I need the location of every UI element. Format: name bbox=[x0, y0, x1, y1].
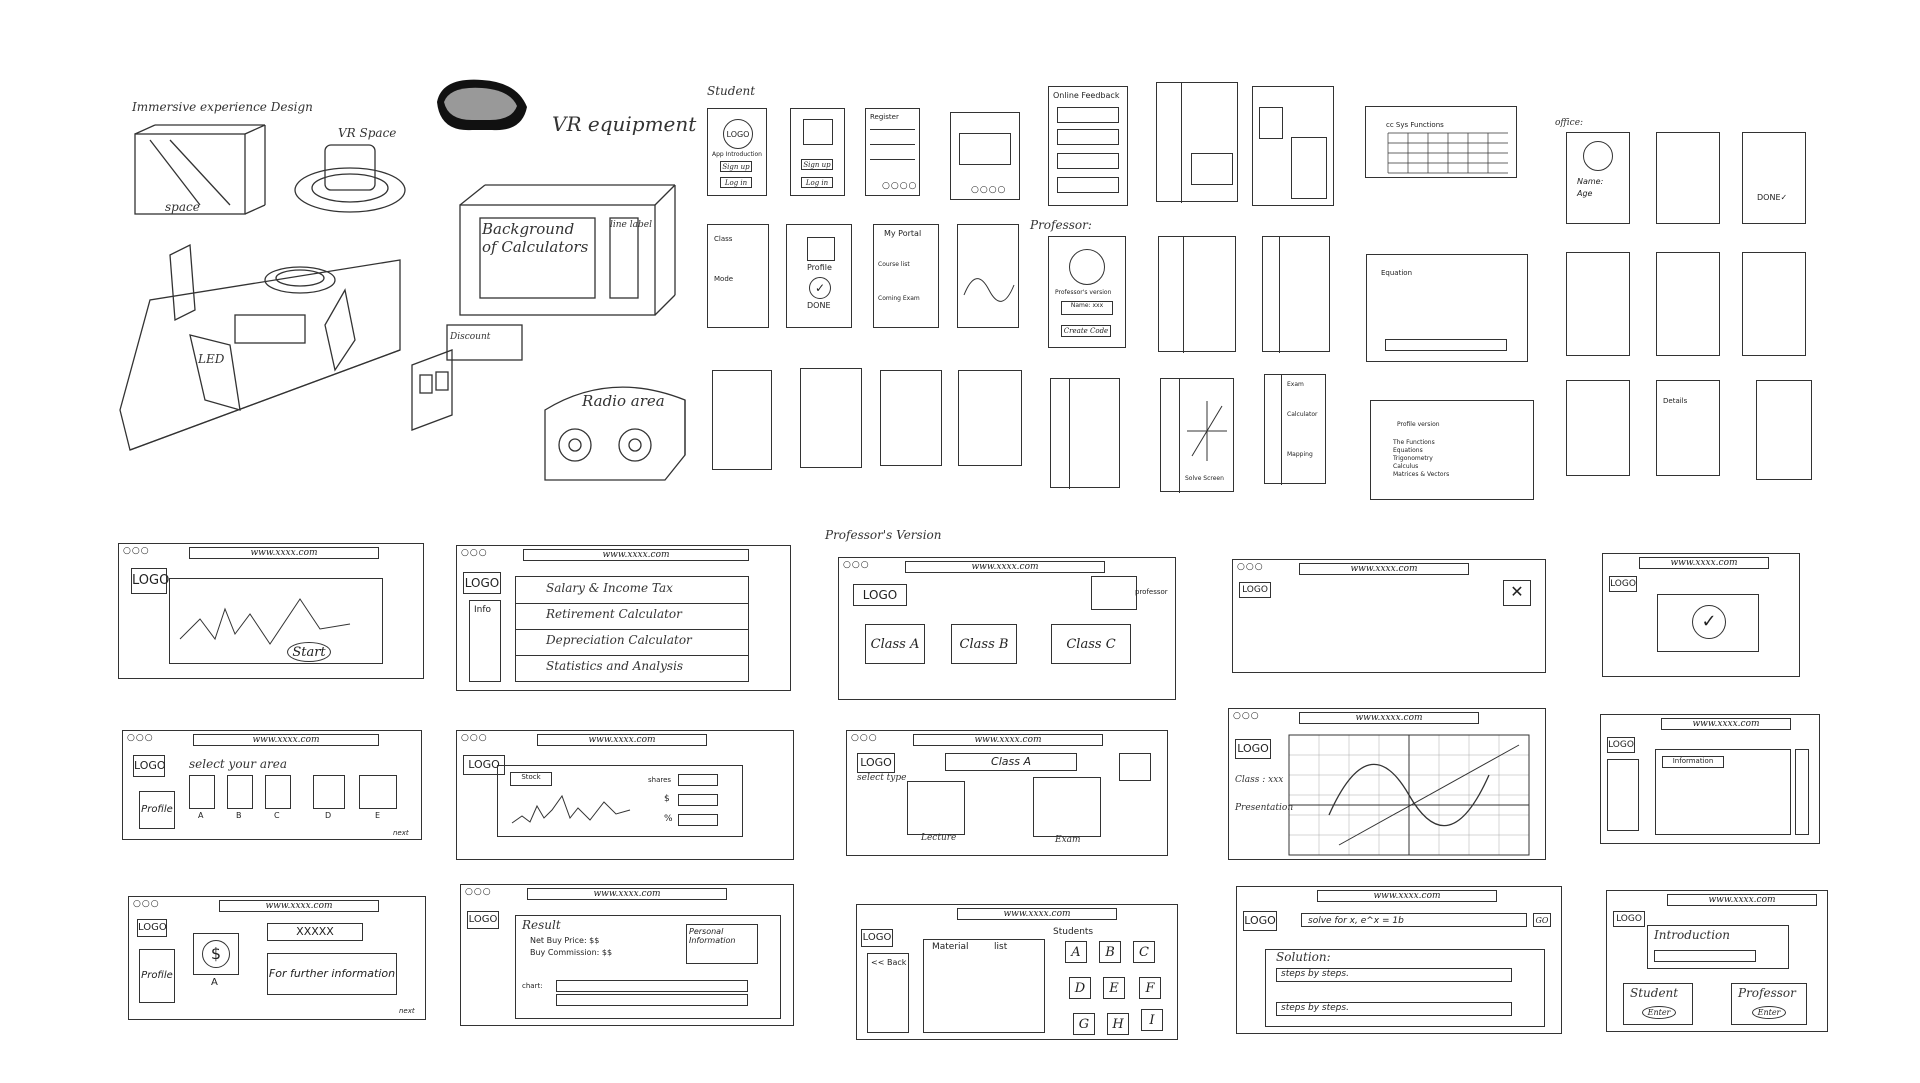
student-g[interactable]: G bbox=[1073, 1013, 1095, 1035]
web-classes-page: ○○○ www.xxxx.com LOGO professor Class A Class B Class C bbox=[838, 557, 1176, 700]
calc-item-retirement[interactable]: Retirement Calculator bbox=[546, 607, 682, 621]
logo: LOGO bbox=[131, 568, 167, 594]
back-sidebar bbox=[867, 953, 909, 1033]
select-area-label: select your area bbox=[189, 757, 287, 771]
student-section-label: Student bbox=[707, 84, 756, 98]
profile-box[interactable]: Profile bbox=[139, 791, 175, 829]
mobile-login-screen bbox=[707, 108, 767, 196]
office-section-label: office: bbox=[1555, 118, 1584, 128]
professor-enter-button[interactable]: Enter bbox=[1752, 1006, 1786, 1019]
prof-tools-screen bbox=[1264, 374, 1326, 484]
equation-solver-screen bbox=[1366, 254, 1528, 362]
further-info-panel[interactable]: For further information bbox=[267, 953, 397, 995]
buy-commission-text: Buy Commission: $$ bbox=[530, 948, 613, 957]
stock-chart-sketch bbox=[512, 788, 632, 828]
start-button[interactable]: Start bbox=[287, 642, 331, 662]
mode-label: Mode bbox=[714, 275, 734, 283]
close-icon[interactable]: ✕ bbox=[1503, 580, 1531, 606]
table-grid bbox=[1388, 133, 1508, 173]
office-chart-screen bbox=[1566, 380, 1630, 476]
immersive-title: Immersive experience Design bbox=[132, 100, 313, 114]
scrollbar[interactable] bbox=[1795, 749, 1809, 835]
check-icon: ✓ bbox=[1692, 605, 1726, 639]
steps-row-1: steps by steps. bbox=[1276, 968, 1512, 982]
logo: LOGO bbox=[1609, 576, 1637, 592]
professor-avatar-icon bbox=[1119, 753, 1151, 781]
office-table-screen bbox=[1756, 380, 1812, 480]
office-details-screen bbox=[1656, 380, 1720, 476]
function-plot-icon bbox=[1187, 401, 1227, 461]
class-xxx-label: Class : xxx bbox=[1235, 775, 1284, 785]
web-landing-page bbox=[1606, 890, 1828, 1032]
profile-version-label: Profile version bbox=[1397, 421, 1440, 428]
area-a-label: A bbox=[198, 811, 204, 820]
logo: LOGO bbox=[853, 584, 907, 606]
led-label: LED bbox=[198, 352, 225, 366]
student-c[interactable]: C bbox=[1133, 941, 1155, 963]
solve-screen bbox=[1160, 378, 1234, 492]
done-check-label: DONE✓ bbox=[1757, 193, 1788, 202]
logo: LOGO bbox=[133, 755, 165, 777]
class-b-button[interactable]: Class B bbox=[951, 624, 1017, 664]
web-result-page: ○○○ www.xxxx.com LOGO Result Net Buy Price: $$ Buy Commission: $$ Personal Information chart: bbox=[460, 884, 794, 1026]
profile-done-screen bbox=[786, 224, 852, 328]
vr-headset-icon bbox=[432, 72, 542, 142]
professor-label: professor bbox=[1135, 588, 1168, 596]
steps-mobile-screen bbox=[800, 368, 862, 468]
radio-area-label: Radio area bbox=[582, 392, 665, 410]
url-bar[interactable]: www.xxxx.com bbox=[219, 900, 379, 912]
web-table-screen bbox=[1365, 106, 1517, 178]
area-e-card[interactable] bbox=[359, 775, 397, 809]
topics-list bbox=[1393, 439, 1449, 479]
price-input[interactable] bbox=[678, 794, 718, 806]
go-button[interactable]: GO bbox=[1533, 913, 1551, 927]
vr-equipment-label: VR equipment bbox=[552, 112, 697, 136]
logo: LOGO bbox=[467, 911, 499, 929]
web-solver-page bbox=[1236, 886, 1562, 1034]
prof-class-screen bbox=[1158, 236, 1236, 352]
my-portal-screen bbox=[873, 224, 939, 328]
mobile-list-screen: ○○○○ bbox=[950, 112, 1020, 200]
create-code-button[interactable]: Create Code bbox=[1061, 325, 1111, 337]
log-in-button[interactable]: Log in bbox=[720, 177, 752, 188]
sign-up-button[interactable]: Sign up bbox=[720, 161, 752, 172]
student-enter-button[interactable]: Enter bbox=[1642, 1006, 1676, 1019]
logo: LOGO bbox=[463, 572, 501, 594]
app-intro-text: App Introduction bbox=[712, 151, 762, 158]
cc-page-label: cc Sys Functions bbox=[1386, 121, 1444, 129]
topic-item[interactable]: Equations bbox=[1393, 447, 1423, 454]
class-a-button[interactable]: Class A bbox=[865, 624, 925, 664]
web-graph-page: ○○○ www.xxxx.com LOGO Class : xxx Presentation bbox=[1228, 708, 1546, 860]
function-graph bbox=[1289, 735, 1529, 855]
mobile-menu-screen bbox=[1156, 82, 1238, 202]
url-bar[interactable]: www.xxxx.com bbox=[1639, 557, 1769, 569]
avatar-icon bbox=[1069, 249, 1105, 285]
area-c-label: C bbox=[274, 811, 280, 820]
professors-version-text: Professor's version bbox=[1055, 289, 1112, 296]
office-done-screen bbox=[1742, 132, 1806, 224]
profile-label: Profile bbox=[807, 263, 832, 272]
check-icon: ✓ bbox=[809, 277, 831, 299]
done-label: DONE bbox=[807, 301, 831, 310]
lecture-label: Lecture bbox=[921, 833, 957, 843]
office-profile-screen bbox=[1566, 132, 1630, 224]
calc-item-depreciation[interactable]: Depreciation Calculator bbox=[546, 633, 692, 647]
web-information-page bbox=[1600, 714, 1820, 844]
vr-space-label: VR Space bbox=[338, 126, 397, 140]
lecture-card[interactable] bbox=[907, 781, 965, 835]
topic-item[interactable]: The Functions bbox=[1393, 439, 1435, 446]
age-label: Age bbox=[1577, 189, 1593, 198]
stock-panel bbox=[497, 765, 743, 837]
area-a-card[interactable] bbox=[189, 775, 215, 809]
sine-graph-icon bbox=[964, 265, 1014, 315]
logo: LOGO bbox=[137, 919, 167, 937]
professors-version-screen bbox=[1048, 236, 1126, 348]
area-e-label: E bbox=[375, 811, 381, 820]
exam-label: Exam bbox=[1055, 835, 1081, 845]
area-d-card[interactable] bbox=[313, 775, 345, 809]
student-i[interactable]: I bbox=[1141, 1009, 1163, 1031]
solve-screen-label: Solve Screen bbox=[1185, 475, 1224, 482]
line-label: line label bbox=[610, 220, 652, 230]
discount-label: Discount bbox=[450, 332, 491, 342]
online-feedback-screen bbox=[1048, 86, 1128, 206]
web-students-page: ○○○ www.xxxx.com LOGO ✕ bbox=[1232, 559, 1546, 673]
material-list-panel bbox=[923, 939, 1045, 1033]
logo: LOGO bbox=[1243, 911, 1277, 931]
material-header: Material bbox=[932, 942, 969, 952]
student-h[interactable]: H bbox=[1107, 1013, 1129, 1035]
logo: LOGO bbox=[1235, 739, 1271, 759]
online-feedback-title: Online Feedback bbox=[1053, 91, 1120, 100]
profile-box[interactable]: Profile bbox=[139, 949, 175, 1003]
url-bar[interactable]: www.xxxx.com bbox=[523, 549, 749, 561]
information-label: Information bbox=[1662, 756, 1724, 768]
result-panel bbox=[515, 915, 781, 1019]
mobile-register-screen: Register ○○○○ bbox=[865, 108, 920, 196]
url-bar[interactable]: www.xxxx.com bbox=[193, 734, 379, 746]
url-bar[interactable]: www.xxxx.com bbox=[1667, 894, 1817, 906]
office-options-screen bbox=[1656, 132, 1720, 224]
logo-circle: LOGO bbox=[723, 119, 753, 149]
personal-info-box[interactable]: Personal Information bbox=[686, 924, 758, 964]
bar-chart-row-2 bbox=[556, 994, 748, 1006]
graph-screen bbox=[957, 224, 1019, 328]
office-result-screen bbox=[1656, 252, 1720, 356]
office-form-screen bbox=[1566, 252, 1630, 356]
calculator-label-m: Calculator bbox=[1287, 411, 1318, 418]
info-label: Info bbox=[474, 605, 492, 615]
net-buy-text: Net Buy Price: $$ bbox=[530, 936, 600, 945]
percent-label: % bbox=[664, 814, 673, 824]
professor-card[interactable] bbox=[1731, 983, 1807, 1025]
currency-a-label: A bbox=[211, 977, 218, 988]
radio-area-sketch bbox=[540, 365, 700, 485]
profile-image-icon bbox=[807, 237, 835, 261]
prof-mode-screen bbox=[1262, 236, 1330, 352]
logo: LOGO bbox=[861, 929, 893, 947]
url-bar[interactable]: www.xxxx.com bbox=[913, 734, 1103, 746]
url-bar[interactable]: www.xxxx.com bbox=[537, 734, 707, 746]
bar-chart-row-1 bbox=[556, 980, 748, 992]
calc-mobile-screen bbox=[712, 370, 772, 470]
notes-mobile-screen bbox=[880, 370, 942, 466]
information-panel bbox=[1655, 749, 1791, 835]
area-d-label: D bbox=[325, 811, 332, 820]
dollar-icon: $ bbox=[202, 940, 230, 968]
exam-label-m: Exam bbox=[1287, 381, 1304, 388]
logo: LOGO bbox=[1607, 737, 1635, 753]
course-list-label: Course list bbox=[878, 261, 910, 268]
logo: LOGO bbox=[857, 753, 895, 773]
web-select-area-page: ○○○ www.xxxx.com LOGO select your area Profile A B C D E next bbox=[122, 730, 422, 840]
professors-version-label: Professor's Version bbox=[825, 528, 942, 542]
my-portal-title: My Portal bbox=[884, 229, 922, 238]
solve-input[interactable]: solve for x, e^x = 1b bbox=[1301, 913, 1527, 927]
topic-item[interactable]: Trigonometry bbox=[1393, 455, 1433, 462]
mobile-grid-screen bbox=[1252, 86, 1334, 206]
topic-item[interactable]: Calculus bbox=[1393, 463, 1419, 470]
url-bar[interactable]: www.xxxx.com bbox=[905, 561, 1105, 573]
professor-avatar-icon bbox=[1091, 576, 1137, 610]
next-link[interactable]: next bbox=[393, 829, 409, 837]
next-link[interactable]: next bbox=[399, 1007, 415, 1015]
confirm-panel bbox=[1657, 594, 1759, 652]
topic-item[interactable]: Matrices & Vectors bbox=[1393, 471, 1450, 478]
student-title: Student bbox=[1630, 986, 1679, 1000]
area-b-card[interactable] bbox=[227, 775, 253, 809]
logo: LOGO bbox=[1613, 911, 1645, 927]
info-sidebar bbox=[469, 600, 501, 682]
image-placeholder-icon bbox=[803, 119, 833, 145]
mapping-label-m: Mapping bbox=[1287, 451, 1313, 458]
url-bar[interactable]: www.xxxx.com bbox=[957, 908, 1117, 920]
keypad-mobile-screen bbox=[958, 370, 1022, 466]
dollar-label: $ bbox=[664, 794, 670, 804]
name-label: Name: bbox=[1577, 177, 1604, 186]
chart-frame bbox=[169, 578, 383, 664]
xxxxx-field[interactable]: XXXXX bbox=[267, 923, 363, 941]
class-mode-screen bbox=[707, 224, 769, 328]
name-field[interactable]: Name: xxx bbox=[1061, 301, 1113, 315]
result-title: Result bbox=[522, 918, 561, 932]
prof-exam-screen bbox=[1050, 378, 1120, 488]
class-c-button[interactable]: Class C bbox=[1051, 624, 1131, 664]
presentation-label: Presentation bbox=[1235, 803, 1294, 813]
shares-label: shares bbox=[648, 776, 672, 784]
profile-avatar-icon bbox=[1583, 141, 1613, 171]
select-type-label: select type bbox=[857, 773, 907, 783]
professor-title: Professor bbox=[1738, 986, 1796, 1000]
class-a-title: Class A bbox=[945, 753, 1077, 771]
details-label: Details bbox=[1663, 397, 1688, 405]
url-bar[interactable]: www.xxxx.com bbox=[189, 547, 379, 559]
list-header: list bbox=[994, 942, 1008, 952]
web-calculators-page: ○○○ www.xxxx.com LOGO Info Salary & Income Tax Retirement Calculator Depreciation Calculator Statistics and Analysis bbox=[456, 545, 791, 691]
side-panel bbox=[1607, 759, 1639, 831]
topics-screen bbox=[1370, 400, 1534, 500]
professor-section-label: Professor: bbox=[1030, 218, 1092, 232]
office-list-screen bbox=[1742, 252, 1806, 356]
log-in-button-2[interactable]: Log in bbox=[801, 177, 833, 188]
percent-input[interactable] bbox=[678, 814, 718, 826]
line-chart-sketch bbox=[180, 589, 380, 659]
calculator-list bbox=[515, 576, 749, 682]
class-label: Class bbox=[714, 235, 733, 243]
shares-input[interactable] bbox=[678, 774, 718, 786]
equation-label: Equation bbox=[1381, 269, 1413, 277]
sign-up-button-2[interactable]: Sign up bbox=[801, 159, 833, 170]
web-confirm-page bbox=[1602, 553, 1800, 677]
background-calc-label: Background of Calculators bbox=[482, 220, 589, 256]
area-c-card[interactable] bbox=[265, 775, 291, 809]
area-b-label: B bbox=[236, 811, 242, 820]
web-currency-page: ○○○ www.xxxx.com LOGO Profile $ A XXXXX For further information next bbox=[128, 896, 426, 1020]
url-bar[interactable]: www.xxxx.com bbox=[1317, 890, 1497, 902]
web-class-a-page: ○○○ www.xxxx.com LOGO select type Class A Lecture Exam bbox=[846, 730, 1168, 856]
mobile-image-login-screen bbox=[790, 108, 845, 196]
student-f[interactable]: F bbox=[1139, 977, 1161, 999]
stock-label: Stock bbox=[510, 772, 552, 786]
back-link[interactable]: << Back bbox=[871, 958, 907, 967]
student-card[interactable] bbox=[1623, 983, 1693, 1025]
equation-input[interactable] bbox=[1385, 339, 1507, 351]
web-students-grid-page bbox=[856, 904, 1178, 1040]
logo: LOGO bbox=[1239, 582, 1271, 598]
url-bar[interactable]: www.xxxx.com bbox=[1299, 712, 1479, 724]
exam-card[interactable] bbox=[1033, 777, 1101, 837]
web-start-page: ○○○ www.xxxx.com LOGO Start bbox=[118, 543, 424, 679]
solution-title: Solution: bbox=[1276, 950, 1331, 964]
steps-row-2: steps by steps. bbox=[1276, 1002, 1512, 1016]
url-bar[interactable]: www.xxxx.com bbox=[1661, 718, 1791, 730]
register-title: Register bbox=[870, 113, 899, 121]
student-e[interactable]: E bbox=[1103, 977, 1125, 999]
introduction-title: Introduction bbox=[1654, 928, 1730, 942]
chart-label: chart: bbox=[522, 982, 543, 990]
calc-item-salary[interactable]: Salary & Income Tax bbox=[546, 581, 673, 595]
logo: LOGO bbox=[463, 755, 505, 775]
student-a[interactable]: A bbox=[1065, 941, 1087, 963]
solution-panel bbox=[1265, 949, 1545, 1027]
introduction-panel bbox=[1647, 925, 1789, 969]
url-bar[interactable]: www.xxxx.com bbox=[527, 888, 727, 900]
space-label: space bbox=[165, 200, 200, 214]
student-b[interactable]: B bbox=[1099, 941, 1121, 963]
web-stock-page: ○○○ www.xxxx.com LOGO Stock shares $ % bbox=[456, 730, 794, 860]
url-bar[interactable]: www.xxxx.com bbox=[1299, 563, 1469, 575]
student-d[interactable]: D bbox=[1069, 977, 1091, 999]
students-label: Students bbox=[1053, 927, 1094, 937]
calc-item-statistics[interactable]: Statistics and Analysis bbox=[546, 659, 684, 673]
coming-exam-label: Coming Exam bbox=[878, 295, 920, 302]
currency-card[interactable] bbox=[193, 933, 239, 975]
